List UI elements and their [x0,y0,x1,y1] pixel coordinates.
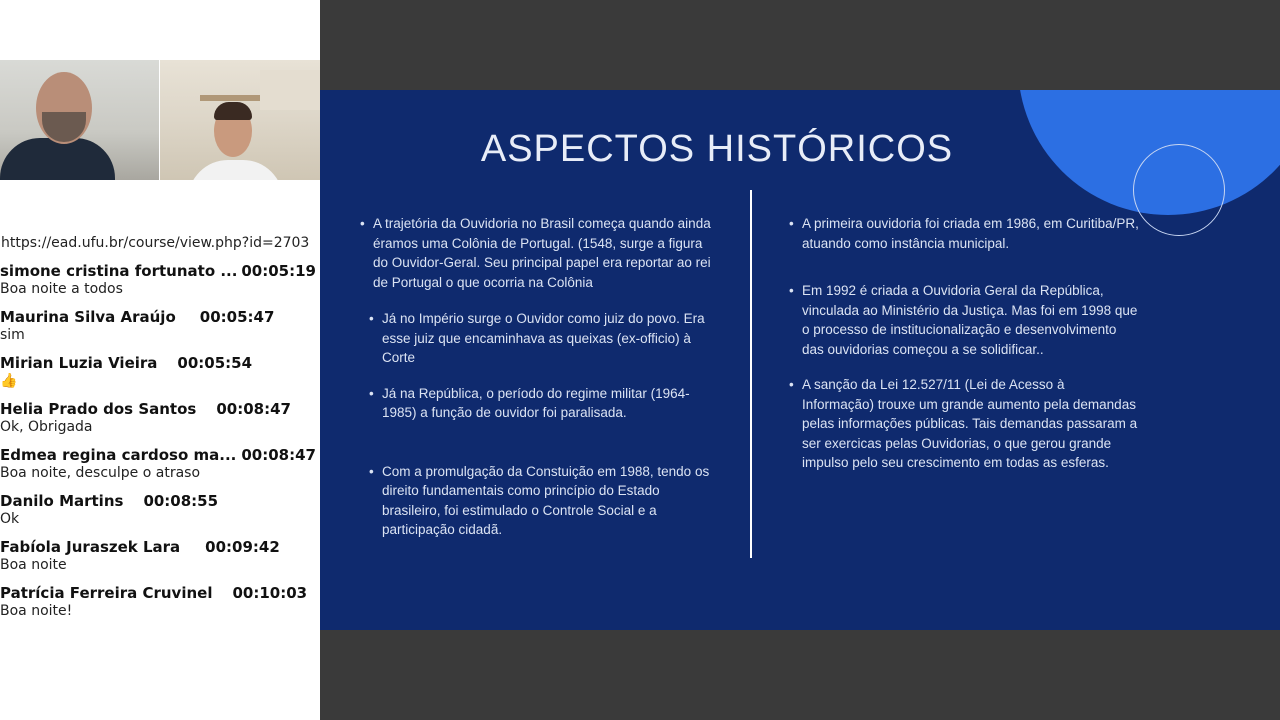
chat-time: 00:08:47 [241,446,316,464]
chat-message [0,584,320,620]
chat-text: Boa noite [0,557,67,573]
chat-time: 00:05:47 [199,308,275,326]
bullet-item: • A trajetória da Ouvidoria no Brasil começa quando ainda éramos uma Colônia de Portugal. (1548, surge a figura do Ouvidor-Geral. Seu principal papel era reportar ao rei de Portugal o que ocorria na Colônia [360,214,720,292]
bullet-item: • Com a promulgação da Constuição em 1988, tendo os direito fundamentais como princípio do Estado brasileiro, foi estimulado o Controle Social e a participação cidadã. [369,462,720,540]
chat-text: Ok, Obrigada [0,419,93,435]
participant-video-1[interactable] [0,60,159,180]
slide [320,90,1280,630]
chat-time: 00:08:47 [216,400,291,418]
chat-author: Danilo Martins [0,492,124,510]
chat-author: Fabíola Juraszek Lara [0,538,181,556]
presentation-area [320,0,1280,720]
chat-author: simone cristina fortunato ... [0,262,238,280]
bullet-item: • Já no Império surge o Ouvidor como juiz do povo. Era esse juiz que encaminhava as queixas (ex-officio) à Corte [369,309,720,368]
left-panel [0,0,320,720]
decorative-ring [1133,144,1225,236]
chat-text: Boa noite! [0,603,73,619]
chat-time: 00:08:55 [143,492,219,510]
chat-message [0,446,320,482]
chat-list [0,234,320,620]
bullet-item: • Já na República, o período do regime militar (1964-1985) a função de ouvidor foi paralisada. [369,384,720,423]
chat-message [0,538,320,574]
chat-time: 00:05:19 [241,262,316,280]
chat-message [0,262,320,298]
chat-author: Mirian Luzia Vieira [0,354,158,372]
chat-message [0,308,320,344]
chat-time: 00:09:42 [205,538,280,556]
chat-time: 00:05:54 [177,354,253,372]
chat-author: Patrícia Ferreira Cruvinel [0,584,213,602]
chat-message [0,492,320,528]
chat-link[interactable]: https://ead.ufu.br/course/view.php?id=2703 [1,235,310,251]
chat-text: Boa noite a todos [0,281,123,297]
bullet-item: • A primeira ouvidoria foi criada em 1986, em Curitiba/PR, atuando como instância municipal. [789,214,1139,253]
slide-title: ASPECTOS HISTÓRICOS [480,128,954,170]
chat-text: Boa noite, desculpe o atraso [0,465,201,481]
chat-time: 00:10:03 [232,584,308,602]
chat-text: sim [0,327,25,343]
chat-author: Edmea regina cardoso ma... [0,446,237,464]
right-column [789,214,1139,473]
bullet-item: • A sanção da Lei 12.527/11 (Lei de Acesso à Informação) trouxe um grande aumento pela demandas pelas informações públicas. Tais demandas passaram a ser exercicas pelas Ouvidorias, o que gerou grande impulso pelo seu crescimento em todas as esferas. [789,375,1139,473]
left-column [360,214,720,540]
chat-author: Helia Prado dos Santos [0,400,197,418]
bullet-item: • Em 1992 é criada a Ouvidoria Geral da República, vinculada ao Ministério da Justiça. Mas foi em 1998 que o processo de institucionalização e desenvolvimento das ouvidorias começou a se solidificar.. [789,281,1139,359]
participant-video-2[interactable] [160,60,320,180]
chat-message [0,354,320,390]
chat-author: Maurina Silva Araújo [0,308,176,326]
chat-text: Ok [0,511,20,527]
chat-message [0,400,320,436]
chat-text: 👍 [0,373,18,389]
column-divider [750,190,752,558]
